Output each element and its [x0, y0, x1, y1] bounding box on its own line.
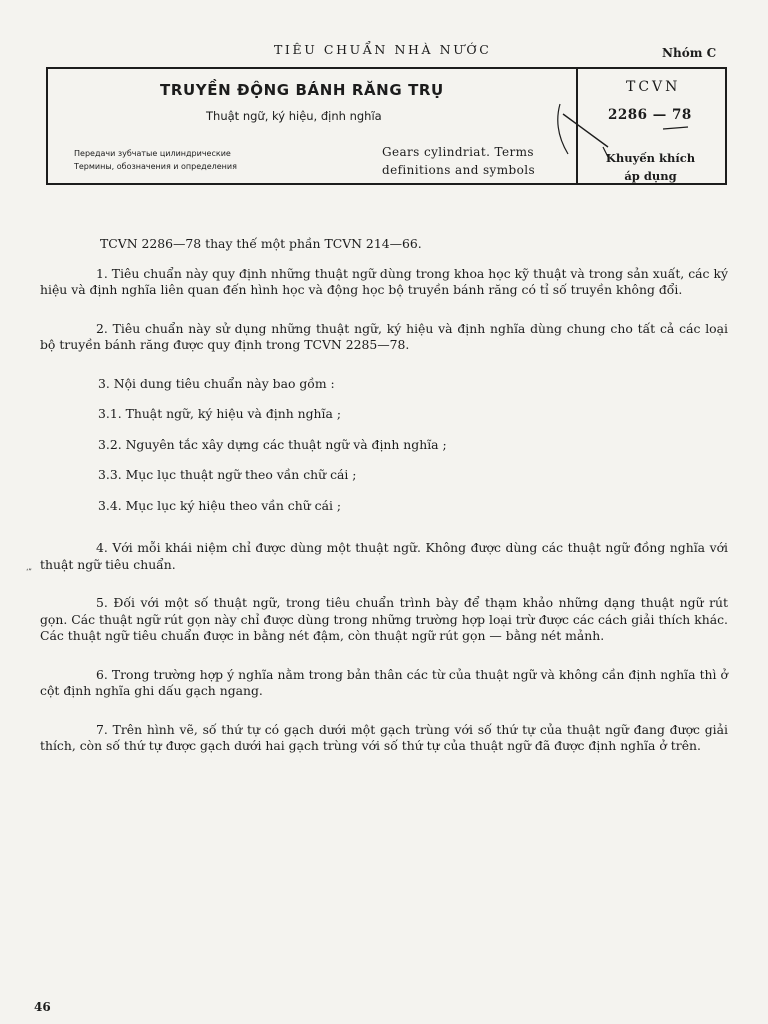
paragraph-6: 6. Trong trường hợp ý nghĩa nằm trong bản thân các từ của thuật ngữ và không cần định nghĩa thì ở cột định nghĩa ghi dấu gạch ngang.	[40, 666, 728, 698]
pen-mark	[563, 114, 608, 147]
item-3-1: 3.1. Thuật ngữ, ký hiệu và định nghĩa ;	[98, 406, 341, 421]
paragraph-2: 2. Tiêu chuẩn này sử dụng những thuật ngữ, ký hiệu và định nghĩa dùng chung cho tất cả các loại bộ truyền bánh răng được quy định trong TCVN 2285—78.	[40, 320, 728, 352]
paragraph-5: 5. Đối với một số thuật ngữ, trong tiêu chuẩn trình bày để thạm khảo những dạng thuật ngữ rút gọn. Các thuật ngữ rút gọn này chỉ được dùng trong những trường hợp loại trừ được các cách giải thích khác. Các thuật ngữ tiêu chuẩn được in bằng nét đậm, còn thuật ngữ rút gọn — bằng nét mảnh.	[40, 595, 728, 643]
recommendation-line: áp dụng	[624, 169, 677, 183]
document-subtitle: Thuật ngữ, ký hiệu, định nghĩa	[206, 109, 382, 123]
margin-mark: ‘”	[26, 568, 32, 576]
english-title-line: Gears cylindriat. Terms	[382, 145, 534, 159]
standard-category-title: TIÊU CHUẨN NHÀ NƯỚC	[274, 42, 492, 57]
paragraph-3: 3. Nội dung tiêu chuẩn này bao gồm :	[98, 375, 335, 391]
document-title: TRUYỀN ĐỘNG BÁNH RĂNG TRỤ	[160, 81, 444, 99]
english-title-line: definitions and symbols	[382, 163, 536, 177]
item-3-2: 3.2. Nguyên tắc xây dựng các thuật ngữ và định nghĩa ;	[98, 436, 447, 452]
replacement-note: TCVN 2286—78 thay thế một phần TCVN 214—66.	[100, 236, 422, 251]
paragraph-7: 7. Trên hình vẽ, số thứ tự có gạch dưới một gạch trùng với số thứ tự của thuật ngữ đang được giải thích, còn số thứ tự được gạch dưới hai gạch trùng với số thứ tự của thuật ngữ đã được định nghĩa ở trên.	[40, 721, 728, 753]
russian-title-line: Термины, обозначения и определения	[74, 162, 237, 171]
paragraph-1: 1. Tiêu chuẩn này quy định những thuật ngữ dùng trong khoa học kỹ thuật và trong sản xuất, các ký hiệu và định nghĩa liên quan đến hình học và động học bộ truyền bánh răng có tỉ số truyền không đổi.	[40, 265, 728, 297]
title-box	[46, 67, 727, 185]
pen-mark	[663, 127, 688, 129]
pen-mark	[558, 104, 568, 154]
item-3-3: 3.3. Mục lục thuật ngữ theo vần chữ cái ;	[98, 467, 357, 482]
running-header	[0, 42, 768, 62]
recommendation-line: Khuyến khích	[605, 151, 696, 165]
recommendation-status	[576, 149, 725, 185]
item-3-4: 3.4. Mục lục ký hiệu theo vần chữ cái ;	[98, 497, 342, 513]
russian-title-line: Передачи зубчатые цилиндрические	[74, 149, 231, 158]
group-label: Nhóm C	[662, 46, 717, 60]
standard-code-number: 2286 — 78	[608, 107, 692, 123]
paragraph-4: 4. Với mỗi khái niệm chỉ được dùng một thuật ngữ. Không được dùng các thuật ngữ đồng nghĩa với thuật ngữ tiêu chuẩn.	[40, 540, 728, 572]
document-body	[40, 236, 728, 777]
page-number: 46	[34, 1000, 51, 1014]
standard-code-label: TCVN	[626, 79, 681, 95]
